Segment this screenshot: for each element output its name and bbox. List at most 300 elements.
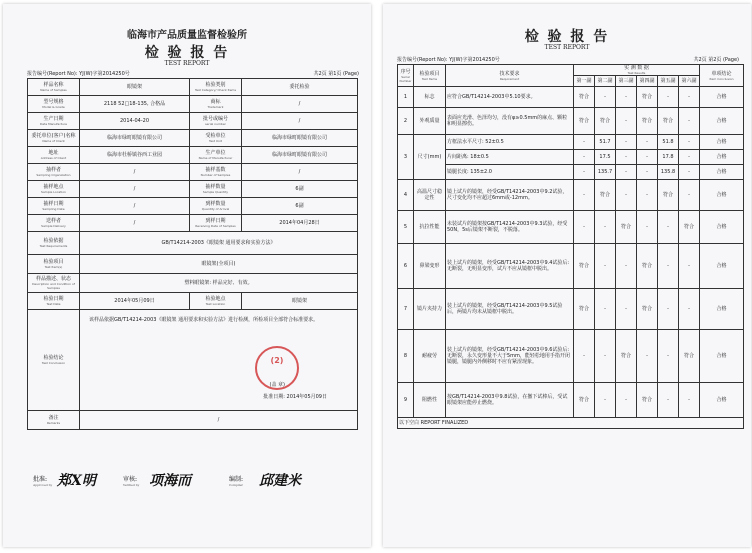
row-result-text: - [625,192,627,198]
field-label-text: 受检单位 [205,133,226,139]
row-result-text: - [604,353,606,359]
field-value [80,164,190,181]
field-value [80,130,190,147]
header-test-data-subtext: Test Results [627,71,646,75]
row-result-text: 符合 [641,306,652,312]
field-label [28,164,80,181]
row-requirement [446,180,574,211]
row-requirement-text: 方框法水平尺寸: 52±0.5 [447,139,504,145]
row-result-text: - [583,192,585,198]
row-result [595,108,616,135]
remarks-label [28,411,80,430]
row-requirement [446,211,574,244]
table-row [28,79,358,96]
row-requirement [446,244,574,289]
footer-row [398,418,744,429]
field-label-subtext: serial number [205,122,226,126]
row-serial [398,383,414,418]
sample-description-value-text: 塑料眼镜架: 样品完好、有效。 [184,280,253,286]
row-serial-text: 6 [403,263,408,269]
test-items-value [80,255,358,274]
row-result [574,244,595,289]
field-label [28,215,80,232]
row-result-text: - [625,306,627,312]
field-label [28,113,80,130]
row-serial-text: 5 [403,224,408,230]
row-conclusion [700,289,744,330]
report-page-2 [383,4,751,547]
conclusion-text: 该样品依据GB/T14214-2003《眼镜架 通用要求和实验方法》进行检测，所检项目全部符合标准要求。 [89,317,319,323]
header-item-subtext: Test Items [421,76,438,81]
field-label [28,181,80,198]
table-row [28,198,358,215]
row-conclusion-text: 合格 [716,94,727,100]
row-result-text: - [646,169,648,175]
header-serial-text: 序号 [400,68,411,75]
header-conclusion-subtext: Item Conclusion [709,76,734,81]
row-result [616,383,637,418]
row-result [595,330,616,383]
row-item-text: 标志 [424,94,435,100]
sample-description-value [80,274,358,293]
row-item [414,87,446,108]
row-result-text: - [646,154,648,160]
row-result [595,135,616,150]
field-label [28,147,80,164]
row-item-text: 耐疲劳 [421,353,437,359]
field-label [28,79,80,96]
row-result-text: 符合 [620,224,631,230]
row-result-text: - [583,353,585,359]
field-value [80,113,190,130]
field-value [80,181,190,198]
row-result-text: 51.7 [599,139,611,145]
field-value-text: 临海市绿町眼镜有限公司 [271,152,327,158]
row-conclusion [700,211,744,244]
row-item-text: 抗拉性能 [419,224,440,230]
row-item [414,244,446,289]
field-label-text: 抽样者 [45,167,61,173]
row-result [658,180,679,211]
row-serial [398,289,414,330]
row-result-text: 符合 [641,118,652,124]
compiler-label: 编制: Compiler [229,476,244,487]
header-item-text: 检验项目 [419,70,440,77]
field-label-subtext: Address of Client [40,156,67,160]
row-requirement-text: 镜腿长度: 135±2.0 [447,169,492,175]
report-number: 报告编号(Report No): YJ(W)字第2014250号 [27,71,130,77]
row-result [574,383,595,418]
test-location-value-text: 眼镜架 [291,298,307,304]
row-result [616,150,637,165]
row-result [616,289,637,330]
row-result-text: - [646,139,648,145]
field-label-subtext: Sampling Organization [36,173,71,177]
row-result-text: - [604,94,606,100]
field-label-text: 样品名称 [43,82,64,88]
field-value [80,96,190,113]
row-serial-text: 7 [403,306,408,312]
test-location-label-subtext: Test Location [205,302,226,306]
row-conclusion [700,330,744,383]
field-label-subtext: Number of Samples [200,173,231,177]
row-serial [398,244,414,289]
row-result [637,135,658,150]
row-result [616,165,637,180]
header-sample-text: 第二副 [597,78,613,84]
table-row [398,211,744,244]
row-result [595,87,616,108]
field-value [242,164,358,181]
row-result-text: 符合 [599,192,610,198]
row-result [658,150,679,165]
row-result-text: - [688,94,690,100]
row-result-text: - [604,224,606,230]
table-row [398,180,744,211]
row-result [595,244,616,289]
row-conclusion-text: 合格 [716,192,727,198]
row-result [637,244,658,289]
row-result-text: 17.5 [599,154,611,160]
field-label [190,147,242,164]
header-sample-text: 第三副 [618,78,634,84]
row-result [658,211,679,244]
header-sample [679,76,700,87]
field-value-text: / [133,203,136,209]
conclusion-label [28,310,80,411]
page-info: 共2页 第2页 (Page) [693,57,739,63]
row-item [414,180,446,211]
table-row [398,289,744,330]
row-serial-text: 3 [403,154,408,160]
row-result [574,108,595,135]
row-serial-text: 1 [403,94,408,100]
field-value [242,181,358,198]
row-result-text: - [604,263,606,269]
row-result [574,150,595,165]
field-value-text: 眼镜架 [126,84,142,90]
header-serial-subtext: Serial Number [399,74,412,83]
test-items-label-text: 检验项目 [43,259,64,265]
field-value-text: 委托检验 [289,84,310,90]
field-label-text: 商标 [210,99,221,105]
field-value-text: / [133,169,136,175]
field-value [242,215,358,232]
row-result-text: - [625,139,627,145]
field-label-subtext: Sample Quantity [202,190,229,194]
row-result-text: - [646,224,648,230]
row-conclusion [700,87,744,108]
test-date-value [80,293,190,310]
field-label [190,79,242,96]
report-finalized [398,418,744,429]
field-label-text: 批号或编号 [202,116,228,122]
test-results-table [397,64,744,429]
report-title: 检 验 报 告 [524,29,610,45]
row-requirement [446,289,574,330]
row-result [616,180,637,211]
field-label [190,215,242,232]
row-result-text: 符合 [578,118,589,124]
field-label-subtext: Receiving Date of Samples [195,224,236,228]
row-requirement-text: 镜上试片的镜架，经受GB/T14214-2003中9.2试验，尺寸变化均不应超过6mm或-12mm。 [447,189,568,201]
row-result [616,244,637,289]
row-result-text: 符合 [578,94,589,100]
header-sample [637,76,658,87]
field-label-subtext: Name of Samples [40,88,67,92]
header-serial [398,65,414,87]
row-requirement-text: 装上试片的镜架，经受GB/T14214-2003中9.6试验后: 无断裂，永久变形量不大于5mm，能轻松地用手指开闭镜腿，镜腿内外侧移时不应有紧涩现象。 [447,347,570,365]
field-value [242,113,358,130]
row-result-text: - [625,94,627,100]
field-label-text: 抽样地点 [43,184,64,190]
row-result [616,211,637,244]
test-basis-label [28,232,80,255]
row-result-text: - [667,94,669,100]
field-label-subtext: Date Manufacture [40,122,67,126]
field-label [190,198,242,215]
row-result-text: - [688,397,690,403]
row-result-text: - [625,154,627,160]
conclusion-value [80,310,358,411]
field-value [242,130,358,147]
row-result-text: 符合 [641,263,652,269]
sample-description-label [28,274,80,293]
header-sample [574,76,595,87]
row-conclusion-text: 合格 [716,169,727,175]
row-item-text: 高温尺寸稳定性 [416,189,442,201]
row-serial [398,108,414,135]
field-value-text: 6副 [295,186,304,192]
field-value [80,79,190,96]
field-value-text: 临海市绿町眼镜有限公司 [271,135,327,141]
field-label-text: 委托单位(客户)名称 [31,133,76,139]
field-label-subtext: Name of Manufacturer [198,156,233,160]
row-item [414,108,446,135]
row-result-text: - [667,353,669,359]
row-item [414,383,446,418]
row-item-text: 外观质量 [419,118,440,124]
row-result [679,135,700,150]
field-label-subtext: Trademark [207,105,224,109]
test-items-value-text: 眼镜架(全项目) [201,261,236,267]
row-result-text: 符合 [662,118,673,124]
row-result [637,150,658,165]
table-row [28,147,358,164]
table-row [28,232,358,255]
verified-signature: 项海而 [149,473,191,489]
remarks-label-subtext: Remarks [46,421,61,425]
row-item [414,211,446,244]
row-item [414,289,446,330]
field-label [28,198,80,215]
test-location-value [242,293,358,310]
table-row [28,181,358,198]
row-conclusion-text: 合格 [716,224,727,230]
field-label-subtext: Test Unit [209,139,222,143]
row-result [595,165,616,180]
row-serial [398,330,414,383]
row-item [414,135,446,180]
row-serial-text: 8 [403,353,408,359]
field-value-text: / [133,186,136,192]
row-result-text: - [667,397,669,403]
row-result-text: - [667,306,669,312]
row-result [637,108,658,135]
report-title-en: TEST REPORT [164,60,210,67]
row-result [595,289,616,330]
field-label-text: 生产日期 [43,116,64,122]
header-test-data [574,65,700,76]
table-row [28,164,358,181]
row-result [658,383,679,418]
row-result [595,150,616,165]
table-row [398,383,744,418]
table-row [28,310,358,411]
header-item [414,65,446,87]
row-result-text: - [646,192,648,198]
row-result [658,330,679,383]
row-result-text: 符合 [578,263,589,269]
test-date-value-text: 2014年05月09日 [114,298,155,304]
field-label-text: 生产单位 [205,150,226,156]
field-label [190,181,242,198]
test-basis-label-text: 检验依据 [43,238,64,244]
row-result [595,180,616,211]
row-result [637,289,658,330]
row-requirement [446,330,574,383]
header-sample-text: 第一副 [576,78,592,84]
row-result-text: 符合 [620,353,631,359]
row-result [616,330,637,383]
row-result-text: 符合 [684,224,695,230]
row-conclusion [700,150,744,165]
row-result [574,87,595,108]
header-conclusion-text: 单项结论 [711,70,732,77]
row-result-text: - [583,224,585,230]
field-value [242,198,358,215]
row-result-text: 51.8 [662,139,674,145]
row-result-text: - [583,154,585,160]
report-title: 检 验 报 告 [144,45,230,61]
row-result [574,135,595,150]
table-row [28,293,358,310]
row-serial-text: 9 [403,397,408,403]
row-requirement-text: 按GB/T14214-2003中9.8试验，在撤下试棒后，受试眼镜架应能停止燃烧。 [447,394,568,406]
header-requirement-text: 技术要求 [499,70,520,77]
row-result [679,211,700,244]
row-result-text: 17.8 [662,154,674,160]
field-value [242,147,358,164]
institute-name: 临海市产品质量监督检验所 [127,30,247,41]
row-item-text: 鼻梁变形 [419,263,440,269]
field-label-text: 检验类别 [205,82,226,88]
row-requirement-text: 应符合GB/T14214-2003中5.10要求。 [447,94,536,100]
field-value-text: / [298,118,301,124]
conclusion-label-text: 检验结论 [43,355,64,361]
row-conclusion-text: 合格 [716,353,727,359]
field-value-text: / [298,169,301,175]
row-result [658,289,679,330]
row-result [679,330,700,383]
row-result [637,330,658,383]
row-result-text: 135.8 [660,169,676,175]
verified-label: 审核: Verified by [123,476,140,487]
row-conclusion [700,244,744,289]
row-result-text: - [604,397,606,403]
row-result-text: - [583,139,585,145]
table-row [28,255,358,274]
table-row [28,274,358,293]
test-basis-value-text: GB/T14214-2003《眼镜架 通用要求和实验方法》 [161,240,276,246]
row-item-text: 尺寸(mm) [417,154,442,160]
row-conclusion [700,383,744,418]
row-result [574,289,595,330]
row-requirement-text: 片间距离: 18±0.5 [447,154,489,160]
table-row [398,135,744,150]
row-serial [398,211,414,244]
row-conclusion [700,135,744,150]
test-location-label-text: 检验地点 [205,296,226,302]
field-label-subtext: Test Category/ Check Items [194,88,237,92]
field-label [190,164,242,181]
row-serial [398,180,414,211]
field-label [190,96,242,113]
table-row [398,165,744,180]
test-date-label-subtext: Test Date [46,302,61,306]
row-result [679,108,700,135]
field-value-text: 2014-04-20 [119,118,150,124]
table-row [28,96,358,113]
table-row [398,330,744,383]
table-row [398,87,744,108]
row-requirement [446,108,574,135]
row-result [679,87,700,108]
row-conclusion [700,165,744,180]
field-label-subtext: Quantity of Arrival [201,207,230,211]
field-label-text: 到样数量 [205,201,226,207]
row-conclusion-text: 合格 [716,139,727,145]
row-result-text: - [688,118,690,124]
page-info: 共2页 第1页 (Page) [313,71,359,77]
header-requirement-subtext: Requirement [499,76,520,81]
row-item [414,330,446,383]
field-value-text: / [298,101,301,107]
row-result [637,87,658,108]
row-conclusion [700,108,744,135]
report-page-1 [3,4,371,547]
row-item-text: 阻燃性 [421,397,437,403]
report-number: 报告编号(Report No): YJ(W)字第2014250号 [397,57,500,63]
row-result-text: - [625,397,627,403]
field-label-text: 到样日期 [205,218,226,224]
row-requirement-text: 装上试片的镜架，经受GB/T14214-2003中9.4试验后: 无断裂，无明显变形，试片不应从镜框中脱出。 [447,260,570,272]
row-result-text: 符合 [641,397,652,403]
table-row [398,150,744,165]
header-sample-text: 第六副 [681,78,697,84]
report-title-en: TEST REPORT [544,44,590,51]
row-result-text: - [583,169,585,175]
field-label-text: 地址 [48,150,59,156]
row-result [637,165,658,180]
row-requirement-text: 未装试片的镜架按GB/T14214-2003中9.3试验，经受50N，5s后镜架不断裂，不脱落。 [447,221,568,233]
row-conclusion-text: 合格 [716,306,727,312]
row-result-text: 符合 [641,94,652,100]
row-result [679,383,700,418]
row-result-text: - [688,192,690,198]
row-result-text: - [625,169,627,175]
sample-description-label-subtext: Description and Condition of Samples [32,282,75,290]
